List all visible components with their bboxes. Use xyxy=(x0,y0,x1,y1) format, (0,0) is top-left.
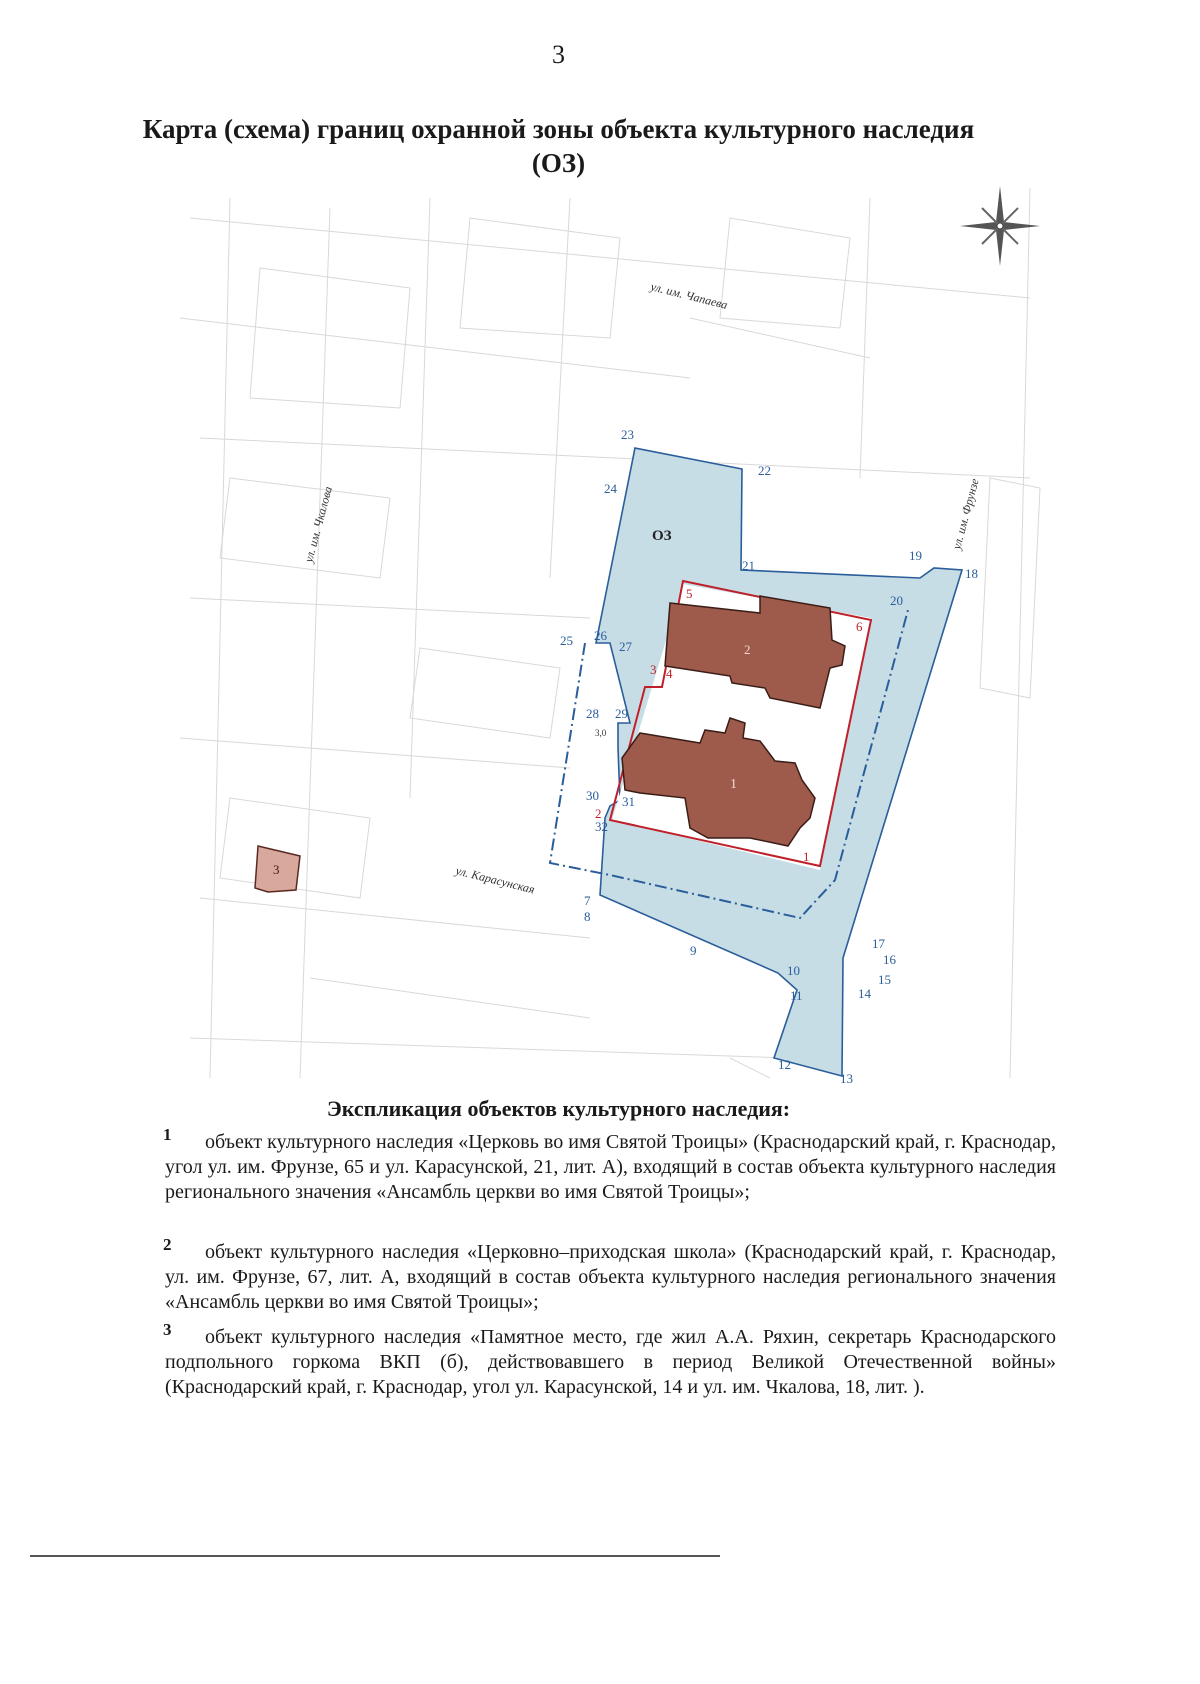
zone-label: ОЗ xyxy=(652,528,672,544)
street-label-karasunskaya: ул. Карасунская xyxy=(454,863,537,897)
explication-item-2 xyxy=(163,1235,1056,1315)
point-23: 23 xyxy=(621,427,634,442)
explication-number-2: 2 xyxy=(163,1235,172,1254)
dimension-label: 3,0 xyxy=(595,728,607,738)
street-label-chapaeva: ул. им. Чапаева xyxy=(649,279,729,312)
point-12: 12 xyxy=(778,1057,791,1072)
point-9: 9 xyxy=(690,943,697,958)
point-19: 19 xyxy=(909,548,922,563)
page-number: 3 xyxy=(552,40,565,69)
explication-text-1: объект культурного наследия «Церковь во имя Святой Троицы» (Краснодарский край, г. Краснодар, угол ул. им. Фрунзе, 65 и ул. Карасунской, 21, лит. А), входящий в состав объекта культурного наследия регионального значения «Ансамбль церкви во имя Святой Троицы»; xyxy=(165,1131,1056,1203)
point-30: 30 xyxy=(586,788,599,803)
point-21: 21 xyxy=(742,558,755,573)
point-22: 22 xyxy=(758,463,771,478)
territory-point-4: 4 xyxy=(666,666,673,681)
object-label-2: 2 xyxy=(744,642,751,657)
street-label-chkalova: ул. им. Чкалова xyxy=(301,484,336,564)
compass-rose-icon xyxy=(960,186,1040,266)
title-line-1: Карта (схема) границ охранной зоны объекта культурного наследия xyxy=(142,114,975,144)
object-label-3: 3 xyxy=(273,862,280,877)
territory-point-6: 6 xyxy=(856,619,863,634)
explication-title: Экспликация объектов культурного наследия: xyxy=(326,1096,791,1121)
explication-text-3: объект культурного наследия «Памятное место, где жил А.А. Ряхин, секретарь Краснодарского подпольного горкома ВКП (б), действовавшего в период Великой Отечественной войны» (Краснодарский край, г. Краснодар, угол ул. Карасунской, 14 и ул. им. Чкалова, 18, лит. ). xyxy=(165,1326,1056,1398)
territory-point-3: 3 xyxy=(650,662,657,677)
point-28: 28 xyxy=(586,706,599,721)
point-10: 10 xyxy=(787,963,800,978)
point-26: 26 xyxy=(594,628,607,643)
explication-text-2: объект культурного наследия «Церковно–приходская школа» (Краснодарский край, г. Краснодар, ул. им. Фрунзе, 67, лит. А, входящий в состав объекта культурного наследия регионального значения «Ансамбль церкви во имя Святой Троицы»; xyxy=(165,1241,1056,1313)
territory-point-2: 2 xyxy=(595,806,602,821)
point-24: 24 xyxy=(604,481,617,496)
point-8: 8 xyxy=(584,909,591,924)
point-29: 29 xyxy=(615,706,628,721)
title-line-2: (ОЗ) xyxy=(531,148,586,178)
point-27: 27 xyxy=(619,639,632,654)
point-14: 14 xyxy=(858,986,871,1001)
point-7: 7 xyxy=(584,893,591,908)
point-20: 20 xyxy=(890,593,903,608)
object-label-1: 1 xyxy=(730,777,737,792)
territory-point-5: 5 xyxy=(686,586,693,601)
explication-item-3 xyxy=(163,1320,1056,1400)
point-18: 18 xyxy=(965,566,978,581)
point-32: 32 xyxy=(595,819,608,834)
point-16: 16 xyxy=(883,952,896,967)
explication-number-1: 1 xyxy=(163,1125,172,1144)
point-15: 15 xyxy=(878,972,891,987)
point-31: 31 xyxy=(622,794,635,809)
explication-number-3: 3 xyxy=(163,1320,172,1339)
bottom-rule xyxy=(30,1555,720,1557)
explication-item-1 xyxy=(163,1125,1056,1205)
point-13: 13 xyxy=(840,1071,853,1086)
point-25: 25 xyxy=(560,633,573,648)
territory-point-1: 1 xyxy=(803,849,810,864)
page-title xyxy=(120,112,997,180)
point-17: 17 xyxy=(872,936,885,951)
protection-zone-map xyxy=(170,178,1050,1090)
street-label-frunze: ул. им. Фрунзе xyxy=(949,476,982,551)
point-11: 11 xyxy=(790,988,803,1003)
